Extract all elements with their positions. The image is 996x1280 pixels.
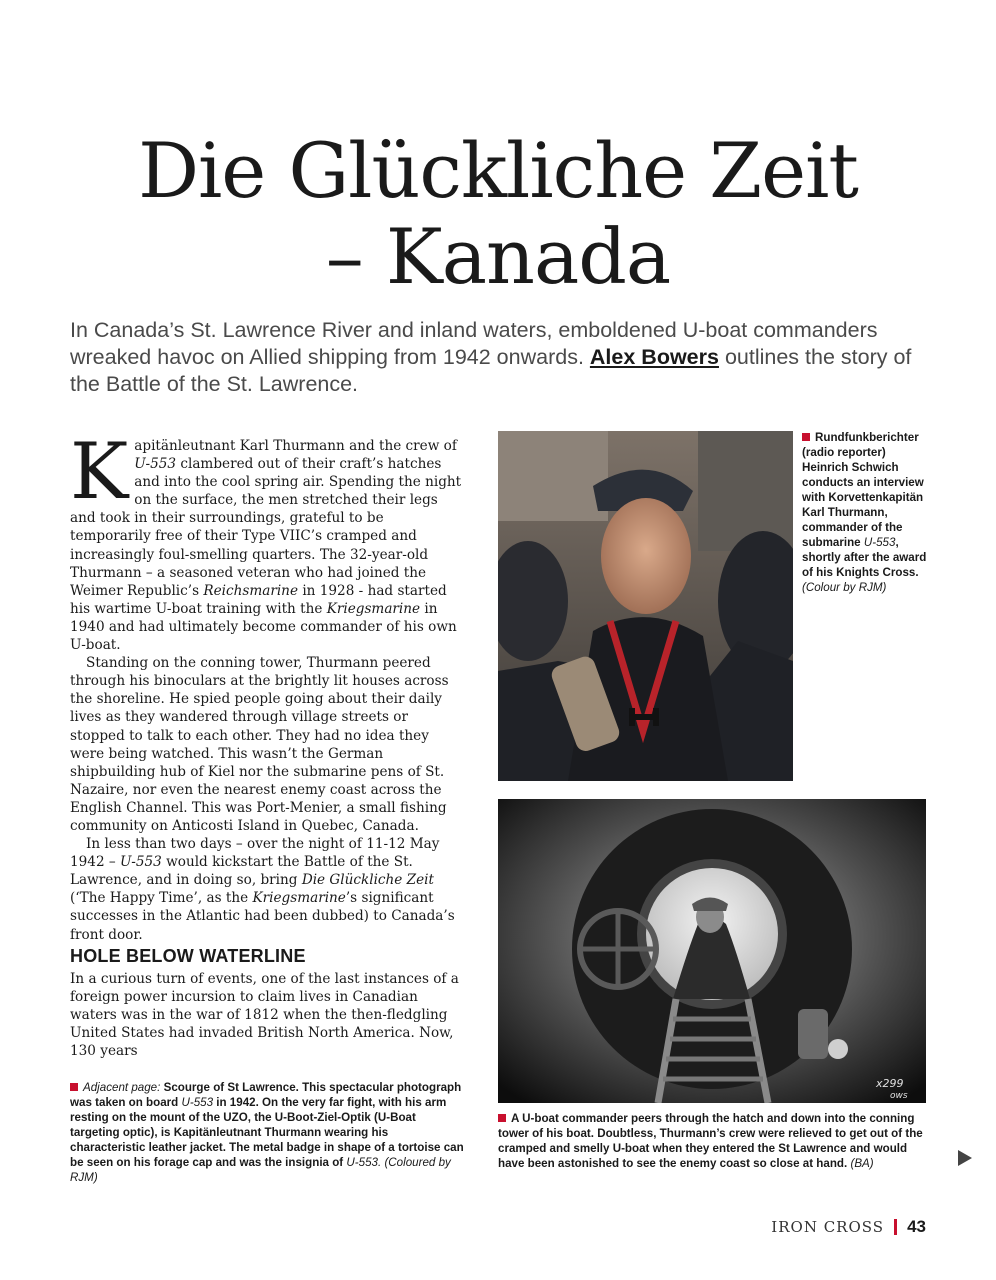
caption-bullet-icon xyxy=(802,433,810,441)
caption-hatch: A U-boat commander peers through the hatch and down into the conning tower of his boat. Doubtless, Thurmann’s crew were relieved to get out of the cramped and smelly U-boat when they entered the St Lawrence and would have been astonished to see the enemy coast so close at hand. (BA) xyxy=(498,1112,923,1170)
article-title xyxy=(40,128,956,300)
article-body-continued xyxy=(70,970,462,1060)
standfirst: In Canada’s St. Lawrence River and inland waters, emboldened U-boat commanders wreaked havoc on Allied shipping from 1942 onwards. Alex Bowers outlines the story of the Battle of the St. Lawrence. xyxy=(70,318,912,396)
magazine-name: IRON CROSS xyxy=(771,1218,885,1236)
page-number: 43 xyxy=(907,1217,926,1236)
paragraph-2: Standing on the conning tower, Thurmann peered through his binoculars at the brightly lit houses across the shoreline. He spied people going about their daily lives as they wandered through village streets or stopped to talk to each other. They had no idea they were being watched. This wasn’t the German shipbuilding hub of Kiel nor the submarine pens of St. Nazaire, nor even the nearest enemy coast across the English Channel. This was Port-Menier, a small fishing community on Anticosti Island in Quebec, Canada. xyxy=(70,655,449,834)
article-body xyxy=(70,427,462,944)
next-page-arrow-icon xyxy=(958,1150,972,1166)
paragraph-3: In less than two days – over the night of 11-12 May 1942 – U-553 would kickstart the Battle of the St. Lawrence, and in doing so, bring Die Glückliche Zeit (‘The Happy Time’, as the Kriegsmarine’s significant successes in the Atlantic had been dubbed) to Canada’s front door. xyxy=(70,836,455,943)
caption-portrait: Rundfunkberichter (radio reporter) Heinrich Schwich conducts an interview with Korvettenkapitän Karl Thurmann, commander of the submarine U-553, shortly after the award of his Knights Cross. (Colour by RJM) xyxy=(802,431,927,594)
author-name: Alex Bowers xyxy=(589,345,719,369)
drop-cap: K xyxy=(70,427,129,517)
photo-archive-mark: x299 xyxy=(876,1077,904,1090)
paragraph-1: Kapitänleutnant Karl Thurmann and the crew of U-553 clambered out of their craft’s hatches and into the cool spring air. Spending the night on the surface, the men stretched their legs and took in their surroundings, grateful to be temporarily free of their Type VIIC’s cramped and increasingly foul-smelling quarters. The 32-year-old Thurmann – a seasoned veteran who had joined the Weimer Republic’s Reichsmarine in 1928 - had started his wartime U-boat training with the Kriegsmarine in 1940 and had ultimately become commander of his own U-boat. xyxy=(70,427,462,654)
title-line-2: – Kanada xyxy=(325,212,671,301)
photo-archive-mark-2: ows xyxy=(890,1091,908,1101)
section-heading: HOLE BELOW WATERLINE xyxy=(70,946,306,966)
page-footer xyxy=(771,1217,926,1237)
paragraph-4: In a curious turn of events, one of the last instances of a foreign power incursion to claim lives in Canadian waters was in the war of 1812 when the then-fledgling United States had invaded British North America. Now, 130 years xyxy=(70,971,459,1060)
photo-conning-tower-hatch xyxy=(498,799,926,1103)
photo-thurmann-portrait xyxy=(498,431,793,781)
folio-divider xyxy=(894,1219,897,1235)
caption-bullet-icon xyxy=(498,1114,506,1122)
caption-adjacent-page: Adjacent page: Scourge of St Lawrence. This spectacular photograph was taken on board U-553 in 1942. On the very far fight, with his arm resting on the mount of the UZO, the U-Boot-Ziel-Optik (U-Boat targeting optic), is Kapitänleutnant Thurmann wearing his characteristic leather jacket. The metal badge in shape of a tortoise can be seen on his forage cap and was the insignia of U-553. (Coloured by RJM) xyxy=(70,1081,464,1184)
title-line-1: Die Glückliche Zeit xyxy=(138,126,858,215)
caption-bullet-icon xyxy=(70,1083,78,1091)
